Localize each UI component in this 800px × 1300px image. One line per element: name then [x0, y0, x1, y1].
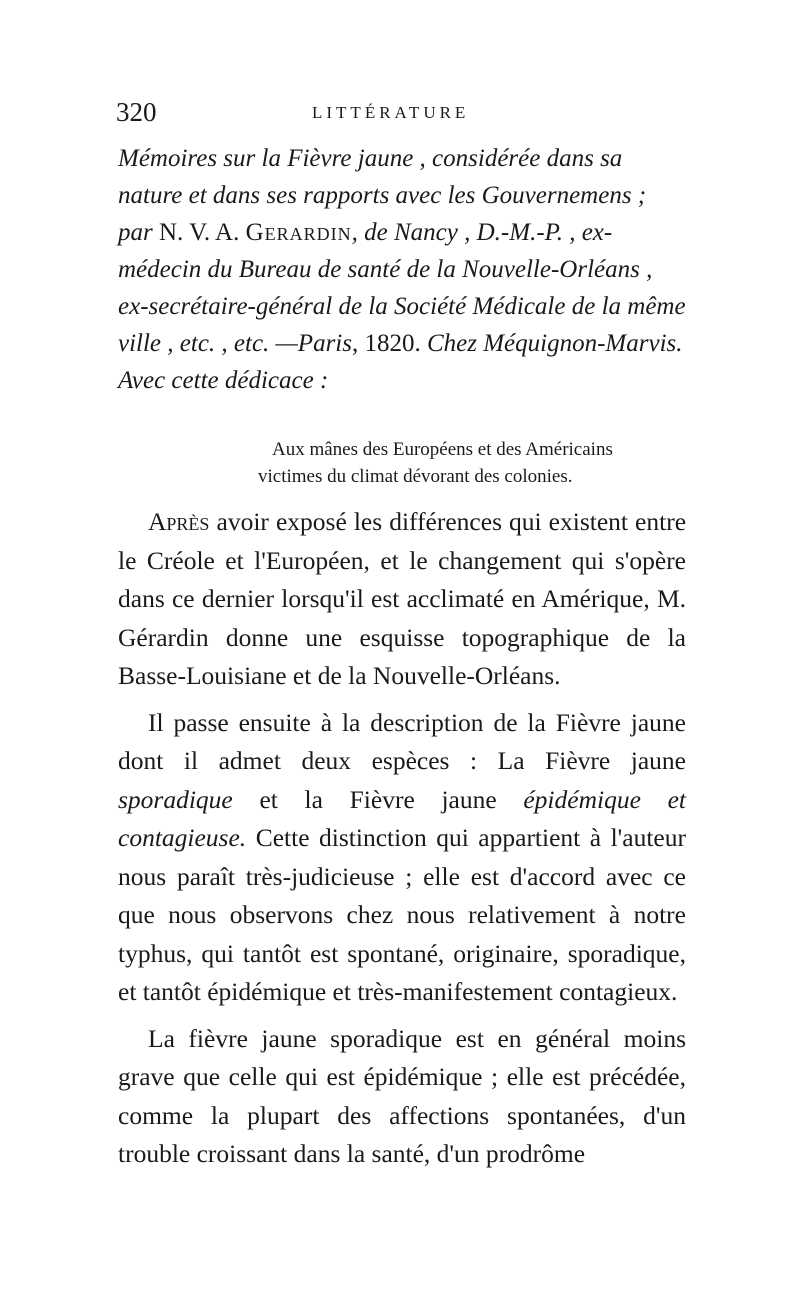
paragraph-1-dropcap: Après [148, 507, 210, 536]
paragraph-2 [118, 704, 686, 1012]
running-head: LITTÉRATURE [312, 103, 470, 122]
body-text [118, 503, 686, 1182]
paragraph-2-term-sporadic: sporadique [118, 784, 233, 814]
author-initials: N. V. A. [158, 219, 240, 246]
dedication-line-1: Aux mânes des Européens et des Américains [272, 439, 613, 460]
paragraph-2-term-epidemic: épidémique et contagieuse. [118, 784, 686, 852]
page-header [116, 97, 676, 133]
book-title: Mémoires sur la Fièvre jaune , considérée dans sa nature et dans ses rapports avec les Gouvernemens ; par [118, 145, 647, 246]
paragraph-2-text-a: Il passe ensuite à la description de la Fièvre jaune dont il admet deux espèces : La Fièvre jaune [118, 707, 686, 775]
dedication [258, 436, 692, 490]
publisher: Chez Méquignon-Marvis. Avec cette dédicace : [118, 330, 683, 394]
paragraph-2-text-e: Cette distinction qui appartient à l'auteur nous paraît très-judicieuse ; elle est d'accord avec ce que nous observons chez nous relativement à notre typhus, qui tantôt est spontané, originaire, sporadique, et tantôt épidémique et très-manifestement contagieux. [118, 823, 686, 1006]
paragraph-2-text-c: et la Fièvre jaune [259, 784, 497, 814]
author-credentials: , de Nancy , D.-M.-P. , ex-médecin du Bureau de santé de la Nouvelle-Orléans , ex-secrétaire-général de la Société Médicale de la même ville , etc. , etc. — [118, 219, 686, 357]
dedication-line-2: victimes du climat dévorant des colonies. [258, 466, 573, 487]
publication-year: , 1820. [351, 330, 421, 357]
bibliographic-entry [118, 140, 686, 399]
paragraph-1-text: avoir exposé les différences qui existent entre le Créole et l'Européen, et le changement qui s'opère dans ce dernier lorsqu'il est acclimaté en Amérique, M. Gérardin donne une esquisse topographique de la Basse-Louisiane et de la Nouvelle-Orléans. [118, 507, 687, 690]
publication-place: Paris [297, 330, 352, 357]
paragraph-3: La fièvre jaune sporadique est en général moins grave que celle qui est épidémique ; elle est précédée, comme la plupart des affections spontanées, d'un trouble croissant dans la santé, d'un prodrôme [118, 1023, 686, 1168]
author-name: Gerardin [245, 219, 352, 246]
page-number: 320 [116, 97, 157, 127]
paragraph-1 [118, 503, 686, 696]
